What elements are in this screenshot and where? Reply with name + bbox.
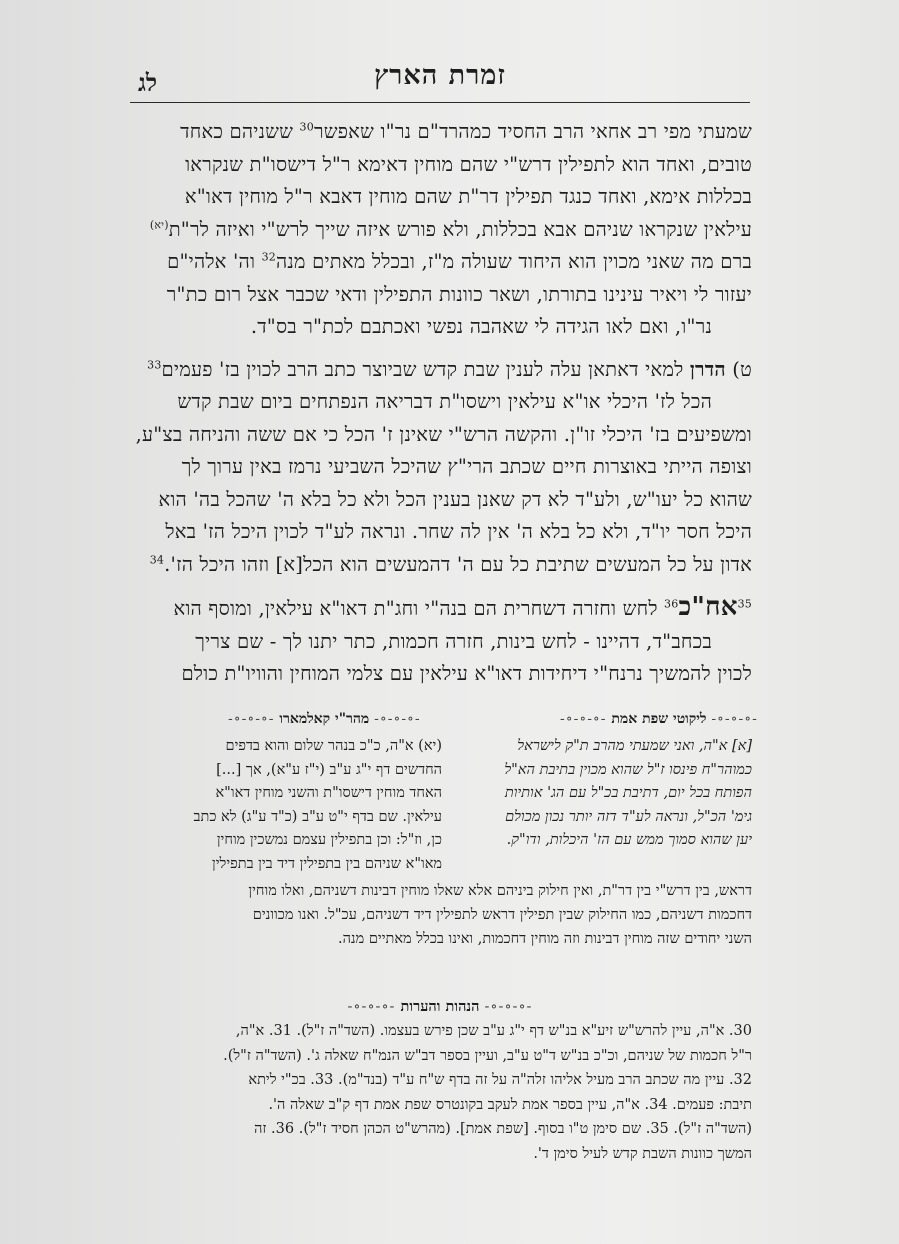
text-line: היכל חסר יו"ד, ולא כל בלא ה' אין לה שחר. ונראה לע"ד לכוין היכל הז' באל xyxy=(165,520,752,543)
main-text xyxy=(128,116,752,701)
footnote-line: ר"ל חכמות של שניהם, וכ"כ בנ"ש ד"ט ע"ב, ועיין בספר דב"ש הנמ"ח שאלה ג'. (השד"ה ז"ל). xyxy=(223,1047,752,1064)
footnote-line: (השד"ה ז"ל). 35. שם סימן ט"ו בסוף. [שפת אמת]. (מהרש"ט הכהן חסיד ז"ל). 36. זה xyxy=(254,1121,752,1137)
footnote-ref: 30 xyxy=(299,120,314,134)
likutei-sfat-emet-column xyxy=(456,735,752,853)
text-line: יען שהוא סמוך ממש עם הז' היכלות, ודו"ק. xyxy=(506,832,752,848)
text-line: נר"ו, ואם לאו הגידה לי שאהבה נפשי ואכתבם לכת"ר בס"ד. xyxy=(250,315,712,338)
text-line: השני יחודים שזה מוחין דבינות וזה מוחין דחכמות, ואינו בכלל מאתיים מנה. xyxy=(337,931,752,947)
text-line: עילאין שנקראו שניהם אבא בכללות, ולא פורש איזה שייך לרש"י ואיזה לר"ת$^{(יא)}$ xyxy=(149,217,752,241)
text-line: [א] א"ה, ואני שמעתי מהרב ת"ק לישראל xyxy=(517,738,752,754)
maharay-kalmaro-column xyxy=(146,735,442,876)
running-title: זמרת הארץ xyxy=(374,60,506,91)
text-line: בכללות אימא, ואחד כנגד תפילין דר"ת שהם מוחין דאבא ר"ל מוחין דאו"א xyxy=(184,185,752,208)
text-line: החדשים דף י"ג ע"ב (י"ז ע"א), אך [...] xyxy=(216,761,442,778)
text-line: לכוין להמשיך נרנח"י דיחידות דאו"א עילאין עם צלמי המוחין והוויו"ת כולם xyxy=(181,662,752,685)
text-line: בכחב"ד, דהיינו - לחש בינות, חזרה חכמות, כתר יתנו לך - שם צריך xyxy=(195,629,712,653)
page-header xyxy=(130,58,750,103)
text-line: הכל לז' היכלי או"א עילאין וישסו"ת דבריאה הנפתחים ביום שבת קדש xyxy=(177,390,712,413)
text-line: יעזור לי ויאיר עינינו בתורתו, ושאר כוונות התפילין ודאי שכבר אצל רום כת"ר xyxy=(166,282,752,306)
footnote-line: 30. א"ה, עיין להרש"ש זיע"א בנ"ש דף י"ג ע"ב שכן פירש בעצמו. (השד"ה ז"ל). 31. א"ה, xyxy=(235,1023,752,1039)
text-line: כן, וז"ל: וכן בתפילין עצמם נמשכין מוחין xyxy=(216,832,442,848)
text-line: גימ' הכ"ל, ונראה לע"ד דזה יותר נכון מכולם xyxy=(505,808,752,825)
footnote-line: 32. עיין מה שכתב הרב מעיל אליהו זלה"ה על זה בדף ש"ח ע"ד (בנד"מ). 33. בכ"י ליתא xyxy=(248,1072,752,1088)
footnotes xyxy=(132,1019,752,1166)
text-line: האחד מוחין דישסו"ת והשני מוחין דאו"א xyxy=(215,785,442,801)
footnote-ref: 35 xyxy=(737,597,752,611)
text-line: ומשפיעים בז' היכלי זו"ן. והקשה הרש"י שאינן ז' הכל כי אם ששה והניחה בצ"ע, xyxy=(135,422,752,446)
text-line: דראש, בין דרש"י בין דר"ת, ואין חילוק ביניהם אלא שאלו מוחין דבינות דשניהם, ואלו מוחין xyxy=(248,883,752,899)
right-column-heading: -∘-∘-∘- ליקוטי שפת אמת -∘-∘-∘- xyxy=(560,711,758,727)
text-line: (יא) א"ה, כ"כ בנהר שלום והוא בדפים xyxy=(225,738,442,754)
text-line: $^{35}$אח"כ$^{36}$ לחש וחזרה דשחרית הם בנה"י וחג"ת דאו"א עילאין, ומוסף הוא xyxy=(173,592,752,622)
text-line: אדון על כל המעשים שתיבת כל עם ה' דהמעשים הוא הכל[א] וזהו היכל הז'.$^{34}$ xyxy=(149,552,752,576)
footnote-ref: 34 xyxy=(149,553,165,566)
text-line: שהוא כל יעו"ש, ולע"ד לא דק שאנן בענין הכל ולא כל בלא ה' שהכל בה' הוא xyxy=(158,487,752,511)
text-line: טובים, ואחד הוא לתפילין דרש"י שהם מוחין דאימא ר"ל דישסו"ת שנקראו xyxy=(185,152,752,176)
footnote-ref: 33 xyxy=(147,358,162,371)
commentary-continuation xyxy=(140,879,752,951)
text-line: מאו"א שניהם בין בתפילין דיד בין בתפילין xyxy=(212,855,442,872)
text-line: דחכמות דשניהם, כמו החילוק שבין תפילין דראש לתפילין דיד דשניהם, עכ"ל. ואנו מכוונים xyxy=(252,907,752,923)
text-line: שמעתי מפי רב אחאי הרב החסיד כמהרד"ם נר"ו שאפשר$^{30}$ ששניהם כאחד xyxy=(180,120,752,143)
paragraph-2 xyxy=(128,354,752,582)
footnote-line: תיבת: פעמים. 34. א"ה, עיין בספר אמת לעקב בקונטרס שפת אמת דף ק"ב שאלה ה'. xyxy=(268,1096,752,1113)
text-line: עילאין. שם בדף י"ט ע"ב (כ"ד ע"ג) לא כתב xyxy=(193,808,442,825)
paragraph-1 xyxy=(128,116,752,344)
paragraph-3 xyxy=(128,591,752,691)
text-line: וצופה הייתי באוצרות חיים שכתב הרי"ץ שהיכל השביעי נרמז באין ערוך לך xyxy=(181,455,752,478)
text-line: הפותח בכל יום, דתיבת בכ"ל עם הג' אותיות xyxy=(504,785,752,801)
text-line: ט) הדרן למאי דאתאן עלה לענין שבת קדש שביוצר כתב הרב לכוין בז' פעמים$^{33}$ xyxy=(147,357,752,381)
footnote-line: המשך כוונות השבת קדש לעיל סימן ד'. xyxy=(533,1145,752,1162)
footnote-ref: (יא) xyxy=(149,218,169,231)
footnote-ref: 32 xyxy=(261,250,276,264)
text-line: ברם מה שאני מכוין הוא היחוד שעולה מ"ז, ובכלל מאתים מנה$^{32}$ וה' אלהי"ם xyxy=(167,250,752,273)
text-line: כמוהר"ח פינסו ז"ל שהוא מכוין בתיבת הא"ל xyxy=(504,761,752,778)
footnote-ref: 36 xyxy=(664,597,679,611)
left-column-heading: -∘-∘-∘- מהר"י קאלמארו -∘-∘-∘- xyxy=(228,711,421,727)
page-number: לג xyxy=(138,68,158,97)
notes-heading: -∘-∘-∘- הנהות והערות -∘-∘-∘- xyxy=(347,998,533,1015)
